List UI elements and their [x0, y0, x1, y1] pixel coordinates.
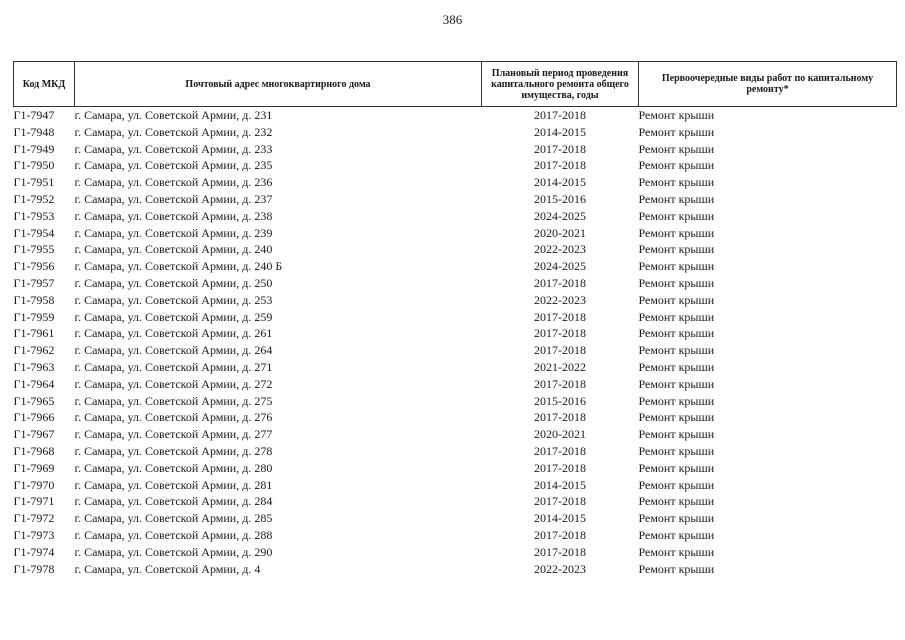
- header-code: Код МКД: [14, 62, 75, 107]
- row-works: Ремонт крыши: [638, 527, 715, 542]
- row-code: Г1-7964: [13, 376, 55, 391]
- table-row: [14, 208, 897, 225]
- row-period: 2017-2018: [534, 410, 586, 425]
- row-address: г. Самара, ул. Советской Армии, д. 285: [74, 511, 273, 526]
- building-registry-table: [13, 61, 897, 577]
- row-address: г. Самара, ул. Советской Армии, д. 239: [74, 225, 273, 240]
- row-period: 2022-2023: [534, 561, 586, 576]
- row-period: 2022-2023: [534, 292, 586, 307]
- row-works: Ремонт крыши: [638, 326, 715, 341]
- row-period: 2014-2015: [534, 477, 586, 492]
- row-address: г. Самара, ул. Советской Армии, д. 276: [74, 410, 273, 425]
- row-code: Г1-7967: [13, 427, 55, 442]
- row-works: Ремонт крыши: [638, 393, 715, 408]
- row-period: 2017-2018: [534, 343, 586, 358]
- row-code: Г1-7965: [13, 393, 55, 408]
- header-period: Плановый период проведения капитального ремонта общего имущества, годы: [482, 62, 639, 107]
- row-works: Ремонт крыши: [638, 191, 715, 206]
- row-address: г. Самара, ул. Советской Армии, д. 261: [74, 326, 273, 341]
- row-address: г. Самара, ул. Советской Армии, д. 284: [74, 494, 273, 509]
- row-code: Г1-7970: [13, 477, 55, 492]
- row-works: Ремонт крыши: [638, 259, 715, 274]
- row-works: Ремонт крыши: [638, 410, 715, 425]
- header-works: Первоочередные виды работ по капитальному ремонту*: [639, 62, 897, 107]
- row-works: Ремонт крыши: [638, 376, 715, 391]
- row-address: г. Самара, ул. Советской Армии, д. 236: [74, 175, 273, 190]
- row-period: 2022-2023: [534, 242, 586, 257]
- row-works: Ремонт крыши: [638, 511, 715, 526]
- row-works: Ремонт крыши: [638, 275, 715, 290]
- row-works: Ремонт крыши: [638, 175, 715, 190]
- row-works: Ремонт крыши: [638, 427, 715, 442]
- row-period: 2017-2018: [534, 275, 586, 290]
- page-number: 386: [442, 12, 463, 27]
- table-row: [14, 107, 897, 124]
- table-row: [14, 426, 897, 443]
- table-row: [14, 325, 897, 342]
- row-code: Г1-7956: [13, 259, 55, 274]
- row-works: Ремонт крыши: [638, 124, 715, 139]
- row-code: Г1-7961: [13, 326, 55, 341]
- row-address: г. Самара, ул. Советской Армии, д. 238: [74, 208, 273, 223]
- table-row: [14, 376, 897, 393]
- row-code: Г1-7951: [13, 175, 55, 190]
- row-code: Г1-7963: [13, 359, 55, 374]
- row-period: 2015-2016: [534, 393, 586, 408]
- row-code: Г1-7948: [13, 124, 55, 139]
- table-row: [14, 275, 897, 292]
- table-row: [14, 124, 897, 141]
- table-row: [14, 309, 897, 326]
- row-code: Г1-7962: [13, 343, 55, 358]
- table-row: [14, 359, 897, 376]
- row-address: г. Самара, ул. Советской Армии, д. 4: [74, 561, 261, 576]
- table-row: [14, 225, 897, 242]
- row-period: 2017-2018: [534, 376, 586, 391]
- row-address: г. Самара, ул. Советской Армии, д. 235: [74, 158, 273, 173]
- row-works: Ремонт крыши: [638, 343, 715, 358]
- table-row: [14, 174, 897, 191]
- row-address: г. Самара, ул. Советской Армии, д. 231: [74, 108, 273, 122]
- row-period: 2017-2018: [534, 494, 586, 509]
- row-code: Г1-7973: [13, 527, 55, 542]
- row-address: г. Самара, ул. Советской Армии, д. 290: [74, 544, 273, 559]
- row-code: Г1-7974: [13, 544, 55, 559]
- row-works: Ремонт крыши: [638, 141, 715, 156]
- row-address: г. Самара, ул. Советской Армии, д. 288: [74, 527, 273, 542]
- row-address: г. Самара, ул. Советской Армии, д. 259: [74, 309, 273, 324]
- row-works: Ремонт крыши: [638, 158, 715, 173]
- row-address: г. Самара, ул. Советской Армии, д. 271: [74, 359, 273, 374]
- table-row: [14, 141, 897, 158]
- row-period: 2015-2016: [534, 191, 586, 206]
- table-header-row: [14, 62, 897, 107]
- table-row: [14, 477, 897, 494]
- row-address: г. Самара, ул. Советской Армии, д. 272: [74, 376, 273, 391]
- row-address: г. Самара, ул. Советской Армии, д. 240: [74, 242, 273, 257]
- row-period: 2017-2018: [534, 326, 586, 341]
- table-row: [14, 544, 897, 561]
- row-address: г. Самара, ул. Советской Армии, д. 281: [74, 477, 273, 492]
- row-period: 2017-2018: [534, 460, 586, 475]
- row-code: Г1-7972: [13, 511, 55, 526]
- row-period: 2017-2018: [534, 108, 586, 122]
- table-row: [14, 393, 897, 410]
- row-works: Ремонт крыши: [638, 477, 715, 492]
- table-row: [14, 460, 897, 477]
- row-period: 2014-2015: [534, 511, 586, 526]
- row-period: 2024-2025: [534, 259, 586, 274]
- row-works: Ремонт крыши: [638, 208, 715, 223]
- row-works: Ремонт крыши: [638, 108, 715, 122]
- row-address: г. Самара, ул. Советской Армии, д. 233: [74, 141, 273, 156]
- row-code: Г1-7971: [13, 494, 55, 509]
- table-row: [14, 157, 897, 174]
- row-works: Ремонт крыши: [638, 309, 715, 324]
- row-code: Г1-7954: [13, 225, 55, 240]
- row-code: Г1-7955: [13, 242, 55, 257]
- row-code: Г1-7950: [13, 158, 55, 173]
- row-works: Ремонт крыши: [638, 561, 715, 576]
- row-address: г. Самара, ул. Советской Армии, д. 275: [74, 393, 273, 408]
- row-code: Г1-7959: [13, 309, 55, 324]
- row-works: Ремонт крыши: [638, 225, 715, 240]
- row-period: 2021-2022: [534, 359, 586, 374]
- row-period: 2017-2018: [534, 544, 586, 559]
- row-period: 2017-2018: [534, 443, 586, 458]
- table-row: [14, 443, 897, 460]
- row-address: г. Самара, ул. Советской Армии, д. 264: [74, 343, 273, 358]
- row-code: Г1-7957: [13, 275, 55, 290]
- row-code: Г1-7949: [13, 141, 55, 156]
- row-period: 2017-2018: [534, 158, 586, 173]
- row-code: Г1-7952: [13, 191, 55, 206]
- row-period: 2017-2018: [534, 527, 586, 542]
- row-period: 2014-2015: [534, 124, 586, 139]
- table-row: [14, 527, 897, 544]
- table-row: [14, 241, 897, 258]
- row-address: г. Самара, ул. Советской Армии, д. 240 Б: [74, 259, 283, 274]
- header-address: Почтовый адрес многоквартирного дома: [75, 62, 482, 107]
- table-row: [14, 292, 897, 309]
- row-address: г. Самара, ул. Советской Армии, д. 277: [74, 427, 273, 442]
- row-code: Г1-7958: [13, 292, 55, 307]
- table-row: [14, 342, 897, 359]
- row-address: г. Самара, ул. Советской Армии, д. 232: [74, 124, 273, 139]
- row-works: Ремонт крыши: [638, 292, 715, 307]
- row-address: г. Самара, ул. Советской Армии, д. 280: [74, 460, 273, 475]
- row-code: Г1-7947: [13, 108, 55, 122]
- row-address: г. Самара, ул. Советской Армии, д. 253: [74, 292, 273, 307]
- table-row: [14, 561, 897, 578]
- row-period: 2014-2015: [534, 175, 586, 190]
- row-works: Ремонт крыши: [638, 494, 715, 509]
- row-works: Ремонт крыши: [638, 544, 715, 559]
- row-address: г. Самара, ул. Советской Армии, д. 278: [74, 443, 273, 458]
- row-works: Ремонт крыши: [638, 460, 715, 475]
- table-row: [14, 409, 897, 426]
- row-code: Г1-7969: [13, 460, 55, 475]
- row-code: Г1-7978: [13, 561, 55, 576]
- table-row: [14, 493, 897, 510]
- row-works: Ремонт крыши: [638, 443, 715, 458]
- row-code: Г1-7968: [13, 443, 55, 458]
- row-period: 2017-2018: [534, 141, 586, 156]
- row-period: 2017-2018: [534, 309, 586, 324]
- row-works: Ремонт крыши: [638, 242, 715, 257]
- table-row: [14, 510, 897, 527]
- row-works: Ремонт крыши: [638, 359, 715, 374]
- row-address: г. Самара, ул. Советской Армии, д. 250: [74, 275, 273, 290]
- table-row: [14, 191, 897, 208]
- row-period: 2024-2025: [534, 208, 586, 223]
- row-code: Г1-7966: [13, 410, 55, 425]
- row-period: 2020-2021: [534, 427, 586, 442]
- row-code: Г1-7953: [13, 208, 55, 223]
- row-address: г. Самара, ул. Советской Армии, д. 237: [74, 191, 273, 206]
- row-period: 2020-2021: [534, 225, 586, 240]
- table-row: [14, 258, 897, 275]
